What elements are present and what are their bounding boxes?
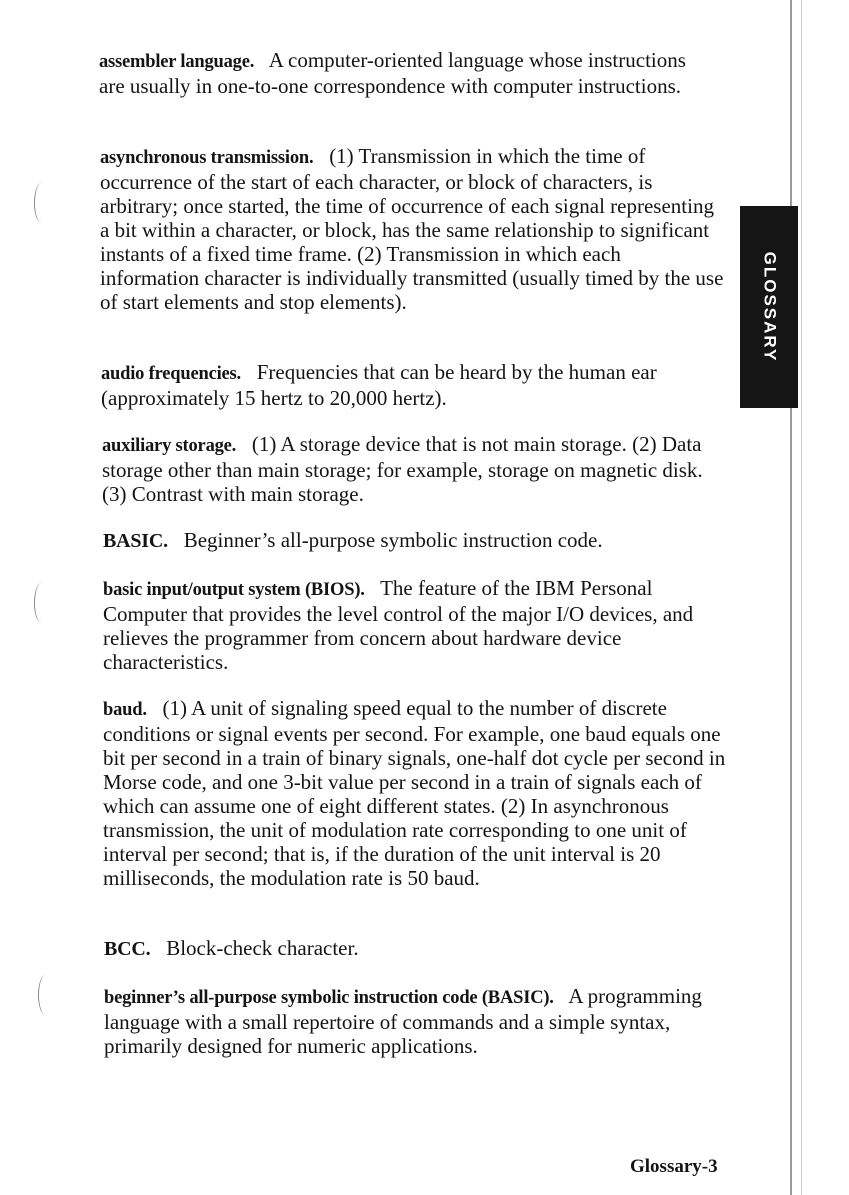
entry-term: beginner’s all-purpose symbolic instruction code (BASIC). xyxy=(104,988,554,1008)
entry-definition: Block-check character. xyxy=(166,936,359,960)
entry-term: BCC. xyxy=(104,938,151,960)
side-tab-label: GLOSSARY xyxy=(760,251,779,363)
glossary-entry xyxy=(103,696,728,890)
glossary-entry xyxy=(102,432,722,506)
entry-term: baud. xyxy=(103,700,147,720)
entry-term: auxiliary storage. xyxy=(102,436,237,456)
glossary-entry xyxy=(101,360,721,410)
page-edge-rule-inner xyxy=(801,0,802,1195)
glossary-entry xyxy=(103,528,723,553)
entry-definition: A computer-oriented language whose instructions are usually in one-to-one correspondence with computer instructions. xyxy=(99,48,686,98)
entry-term: asynchronous transmission. xyxy=(100,148,314,168)
page-edge-rule xyxy=(790,0,792,1195)
glossary-side-tab xyxy=(740,206,798,408)
binder-hole-mark xyxy=(38,975,53,1015)
entry-term: basic input/output system (BIOS). xyxy=(103,580,365,600)
entry-definition: The feature of the IBM Personal Computer that provides the level control of the major I/O devices, and relieves the programmer from concern about hardware device characteristics. xyxy=(103,576,694,674)
glossary-entry xyxy=(103,576,718,674)
entry-term: assembler language. xyxy=(99,52,255,72)
glossary-entry xyxy=(99,48,699,98)
entry-definition: (1) A unit of signaling speed equal to the number of discrete conditions or signal events per second. For example, one baud equals one bit per second in a train of binary signals, one-half dot cycle per second in Morse code, and one 3-bit value per second in a train of signals each of which can assume one of eight different states. (2) In asynchronous transmission, the unit of modulation rate corresponding to one unit of interval per second; that is, if the duration of the unit interval is 20 milliseconds, the modulation rate is 50 baud. xyxy=(103,696,726,890)
page-number-footer: Glossary-3 xyxy=(630,1156,718,1177)
entry-term: audio frequencies. xyxy=(101,364,241,384)
entry-definition: (1) A storage device that is not main storage. (2) Data storage other than main storage; for example, storage on magnetic disk. (3) Contrast with main storage. xyxy=(102,432,703,506)
entry-definition: Beginner’s all-purpose symbolic instruction code. xyxy=(183,528,603,552)
entry-definition: A programming language with a small repertoire of commands and a simple syntax, primarily designed for numeric applications. xyxy=(104,984,702,1058)
entry-definition: (1) Transmission in which the time of occurrence of the start of each character, or block of characters, is arbitrary; once started, the time of occurrence of each signal representing a bit within a character, or block, has the same relationship to significant instants of a fixed time frame. (2) Transmission in which each information character is individually transmitted (usually timed by the use of start elements and stop elements). xyxy=(100,144,724,314)
glossary-entry xyxy=(100,144,725,314)
binder-hole-mark xyxy=(34,583,49,623)
binder-hole-mark xyxy=(34,183,49,223)
glossary-entry xyxy=(104,984,736,1058)
glossary-entry xyxy=(104,936,724,961)
entry-term: BASIC. xyxy=(103,530,168,552)
entry-definition: Frequencies that can be heard by the human ear (approximately 15 hertz to 20,000 hertz). xyxy=(101,360,657,410)
